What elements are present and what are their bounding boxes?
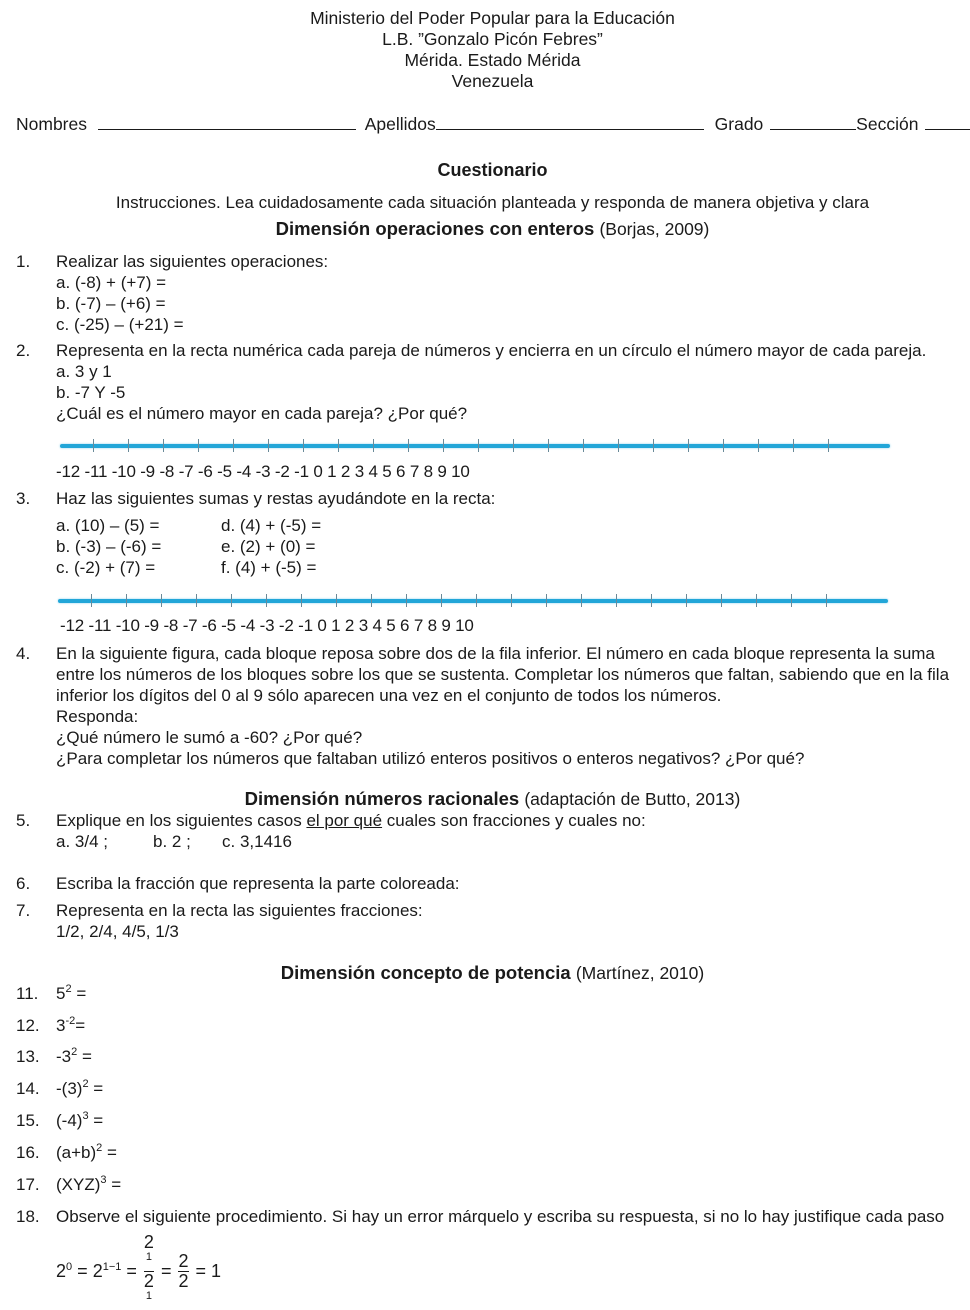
result: 1	[211, 1261, 222, 1281]
question-number: 1.	[16, 252, 31, 271]
question-text: Realizar las siguientes operaciones:	[56, 252, 329, 271]
header-line: Ministerio del Poder Popular para la Educación	[310, 8, 675, 28]
equals: =	[88, 1079, 104, 1098]
question-text-line: En la siguiente figura, cada bloque reposa sobre dos de la fila inferior. El número en cada bloque representa la suma	[56, 644, 935, 663]
exponent: 2	[71, 1046, 78, 1058]
equals: =	[75, 1016, 86, 1035]
instructions: Instrucciones. Lea cuidadosamente cada situación planteada y responda de manera objetiva y clara	[115, 193, 870, 212]
exponent-procedure-formula	[56, 1233, 221, 1310]
section-title: Dimensión números racionales	[244, 788, 520, 809]
section-reference: (adaptación de Butto, 2013)	[524, 789, 741, 809]
exponent: 2	[82, 1078, 89, 1090]
question-number: 5.	[16, 811, 31, 830]
section-reference: (Martínez, 2010)	[575, 963, 705, 983]
number-line-2-labels: -12 -11 -10 -9 -8 -7 -6 -5 -4 -3 -2 -1 0 1 2 3 4 5 6 7 8 9 10	[60, 616, 474, 635]
operation-item: b. (-3) – (-6) =	[56, 537, 162, 556]
base: (a+b)	[56, 1143, 97, 1162]
denominator: 2	[143, 1271, 154, 1291]
equals: =	[106, 1175, 122, 1194]
question-number: 15.	[16, 1111, 40, 1130]
underlined-text: el por qué	[306, 811, 383, 830]
equals: =	[102, 1143, 117, 1162]
school-header	[0, 8, 970, 92]
base: -(3)	[56, 1079, 83, 1098]
section-title: Dimensión operaciones con enteros	[275, 218, 595, 239]
fraction-list: 1/2, 2/4, 4/5, 1/3	[56, 922, 179, 941]
exponent: 2	[96, 1142, 103, 1154]
page-title: Cuestionario	[437, 160, 548, 180]
question-number: 12.	[16, 1016, 40, 1035]
question-number: 7.	[16, 901, 31, 920]
base: 3	[56, 1016, 66, 1035]
exponent: 1−1	[102, 1261, 122, 1273]
question-text: Escriba la fracción que representa la parte coloreada:	[56, 874, 460, 893]
section-heading-enteros	[0, 218, 970, 240]
question-text-line: ¿Para completar los números que faltaban utilizó enteros positivos o enteros negativos? ¿Por qué?	[56, 749, 805, 768]
question-text: cuales son fracciones y cuales no:	[382, 811, 646, 830]
nombres-field[interactable]	[98, 115, 356, 130]
question-text-line: entre los números de los bloques sobre los que se sustenta. Completar los números que faltan, sabiendo que en la fila	[56, 665, 950, 684]
equals-sign: =	[195, 1261, 207, 1281]
question-number: 13.	[16, 1047, 40, 1066]
number-line-2	[58, 599, 888, 603]
operation-item: c. (-2) + (7) =	[56, 558, 156, 577]
apellidos-label: Apellidos	[364, 114, 436, 134]
question-number: 2.	[16, 341, 31, 360]
question-text-line: Responda:	[56, 707, 139, 726]
base: 2	[56, 1261, 67, 1281]
base: -3	[56, 1047, 72, 1066]
equals-sign: =	[160, 1261, 172, 1281]
base: (XYZ)	[56, 1175, 101, 1194]
question-text-line: inferior los dígitos del 0 al 9 sólo aparecen una vez en el conjunto de todos los números.	[56, 686, 722, 705]
question-text-line: ¿Qué número le sumó a -60? ¿Por qué?	[56, 728, 363, 747]
question-text: Haz las siguientes sumas y restas ayudándote en la recta:	[56, 489, 496, 508]
question-number: 16.	[16, 1143, 40, 1162]
fraction	[144, 1233, 154, 1310]
numerator: 2	[178, 1251, 189, 1271]
exponent: 3	[100, 1174, 107, 1186]
equals: =	[77, 1047, 92, 1066]
exponent: 0	[66, 1261, 73, 1273]
apellidos-field[interactable]	[436, 115, 704, 130]
case-item: b. 2 ;	[153, 832, 191, 851]
header-line: Venezuela	[451, 71, 534, 91]
equals: =	[71, 984, 87, 1003]
student-info-form	[16, 114, 970, 135]
question-text: Explique en los siguientes casos	[56, 811, 307, 830]
grado-label: Grado	[714, 114, 764, 134]
question-number: 14.	[16, 1079, 40, 1098]
question-number: 18.	[16, 1207, 40, 1226]
base: 5	[56, 984, 66, 1003]
exponent: 1	[145, 1251, 152, 1263]
question-number: 6.	[16, 874, 31, 893]
exponent: -2	[65, 1015, 76, 1027]
header-line: Mérida. Estado Mérida	[404, 50, 581, 70]
question-text: Representa en la recta numérica cada pareja de números y encierra en un círculo el número mayor de cada pareja.	[56, 341, 927, 360]
question-number: 3.	[16, 489, 31, 508]
case-item: a. 3/4 ;	[56, 832, 108, 851]
case-item: c. 3,1416	[222, 832, 292, 851]
operation-item: b. (-7) – (+6) =	[56, 294, 166, 313]
q3-right-column	[221, 515, 321, 578]
exponent: 3	[82, 1110, 89, 1122]
denominator: 2	[178, 1271, 189, 1291]
nombres-label: Nombres	[16, 114, 87, 134]
header-line: L.B. ”Gonzalo Picón Febres”	[382, 29, 603, 49]
section-title: Dimensión concepto de potencia	[280, 962, 571, 983]
equals-sign: =	[126, 1261, 137, 1281]
number-line-1-labels: -12 -11 -10 -9 -8 -7 -6 -5 -4 -3 -2 -1 0 1 2 3 4 5 6 7 8 9 10	[56, 462, 470, 481]
question-prompt: ¿Cuál es el número mayor en cada pareja? ¿Por qué?	[56, 404, 468, 423]
operation-item: f. (4) + (-5) =	[221, 558, 317, 577]
question-text: Representa en la recta las siguientes fracciones:	[56, 901, 423, 920]
operation-item: d. (4) + (-5) =	[221, 516, 322, 535]
exponent: 1	[145, 1290, 152, 1302]
fraction	[178, 1252, 188, 1291]
question-text: Observe el siguiente procedimiento. Si hay un error márquelo y escriba su respuesta, si no lo hay justifique cada paso	[56, 1207, 945, 1226]
question-number: 11.	[16, 984, 39, 1003]
number-line-1	[60, 444, 890, 448]
base: 2	[92, 1261, 103, 1281]
question-number: 17.	[16, 1175, 40, 1194]
section-reference: (Borjas, 2009)	[599, 219, 710, 239]
operation-item: c. (-25) – (+21) =	[56, 315, 184, 334]
q3-left-column	[56, 515, 161, 578]
operation-item: a. (10) – (5) =	[56, 516, 160, 535]
equals-sign: =	[77, 1261, 88, 1281]
question-number: 4.	[16, 644, 31, 663]
grado-field[interactable]	[770, 115, 856, 130]
section-heading-potencia	[0, 962, 970, 984]
equals: =	[88, 1111, 104, 1130]
exponent: 2	[65, 983, 72, 995]
numerator: 2	[143, 1232, 154, 1252]
pair-item: b. -7 Y -5	[56, 383, 126, 402]
operation-item: a. (-8) + (+7) =	[56, 273, 167, 292]
seccion-label: Sección	[856, 114, 919, 134]
seccion-field[interactable]	[925, 115, 970, 130]
pair-item: a. 3 y 1	[56, 362, 112, 381]
section-heading-racionales	[0, 788, 970, 810]
base: (-4)	[56, 1111, 83, 1130]
operation-item: e. (2) + (0) =	[221, 537, 316, 556]
